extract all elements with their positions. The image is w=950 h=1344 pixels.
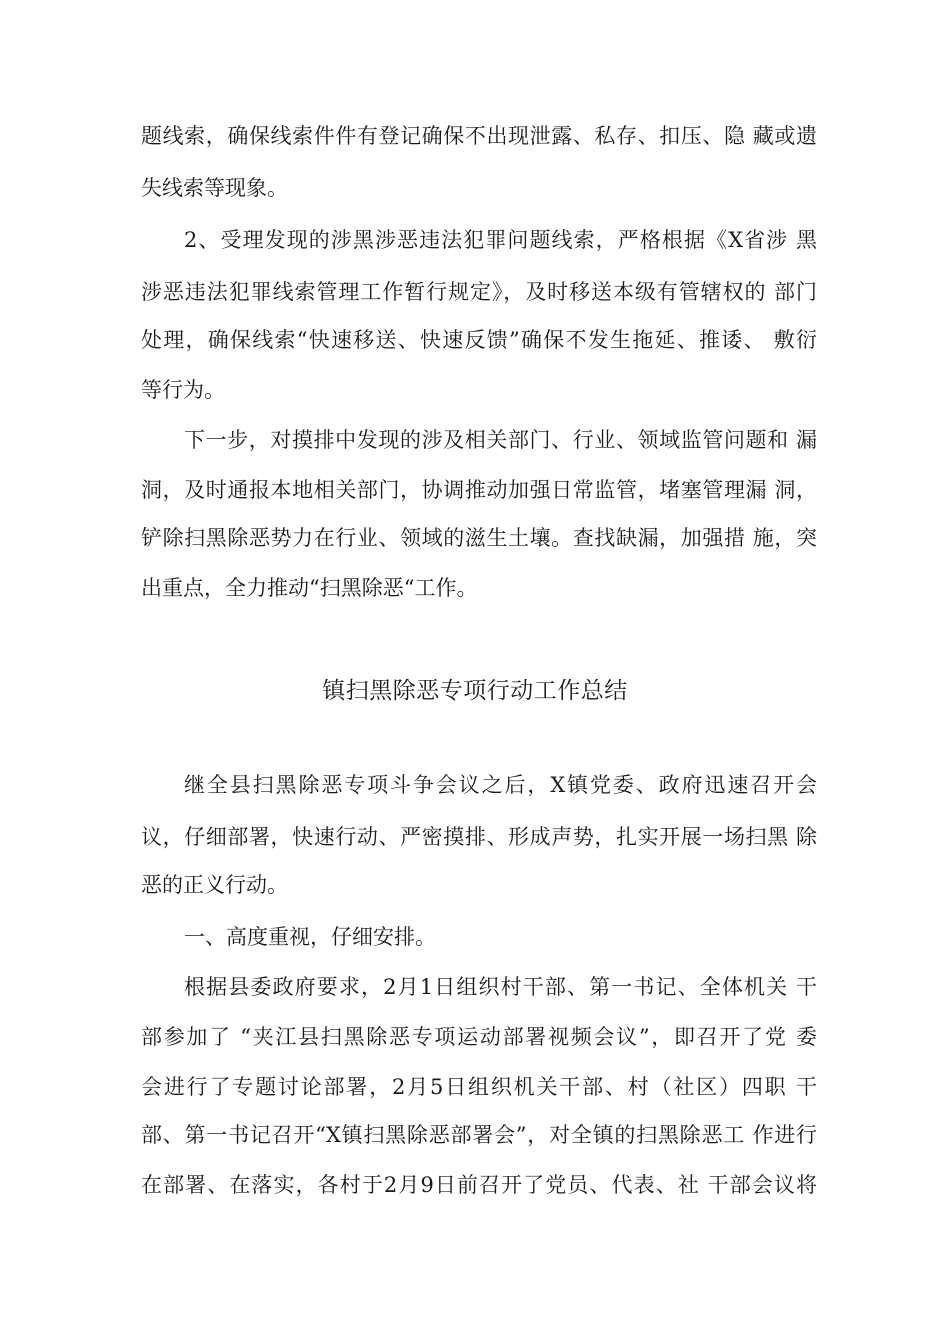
paragraph-line: 会进行了专题讨论部署，2月5日组织机关干部、村（社区）四职 干 <box>141 1075 817 1099</box>
paragraph-line: 失线索等现象。 <box>141 176 288 200</box>
paragraph-line: 出重点，全力推动“扫黑除恶“工作。 <box>141 576 478 600</box>
paragraph-line: 部、第一书记召开“X镇扫黑除恶部署会”，对全镇的扫黑除恶工 作进行 <box>141 1123 817 1147</box>
paragraph-line: 继全县扫黑除恶专项斗争会议之后，X镇党委、政府迅速召开会 <box>184 773 817 797</box>
paragraph-line: 下一步，对摸排中发现的涉及相关部门、行业、领域监管问题和 漏 <box>184 428 817 452</box>
document-title: 镇扫黑除恶专项行动工作总结 <box>322 678 628 704</box>
paragraph-line: 涉恶违法犯罪线索管理工作暂行规定》，及时移送本级有管辖权的 部门 <box>141 280 817 304</box>
paragraph-line: 等行为。 <box>141 378 225 402</box>
paragraph-line: 部参加了 “夹江县扫黑除恶专项运动部署视频会议”，即召开了党 委 <box>141 1025 817 1049</box>
paragraph-line: 处理，确保线索“快速移送、快速反馈”确保不发生拖延、推诿、 敷衍 <box>141 328 817 352</box>
paragraph-line: 题线索，确保线索件件有登记确保不出现泄露、私存、扣压、隐 藏或遗 <box>141 124 817 148</box>
paragraph-line: 恶的正义行动。 <box>141 873 288 897</box>
paragraph-line: 根据县委政府要求，2月1日组织村干部、第一书记、全体机关 干 <box>184 975 817 999</box>
paragraph-line: 在部署、在落实，各村于2月9日前召开了党员、代表、社 干部会议将 <box>141 1173 817 1197</box>
section-heading: 一、高度重视，仔细安排。 <box>184 925 436 949</box>
paragraph-line: 2、受理发现的涉黑涉恶违法犯罪问题线索，严格根据《X省涉 黑 <box>184 228 817 252</box>
paragraph-line: 铲除扫黑除恶势力在行业、领域的滋生土壤。查找缺漏，加强措 施，突 <box>141 526 817 550</box>
paragraph-line: 议，仔细部署，快速行动、严密摸排、形成声势，扎实开展一场扫黑 除 <box>141 825 817 849</box>
paragraph-line: 洞，及时通报本地相关部门，协调推动加强日常监管，堵塞管理漏 洞， <box>141 478 817 502</box>
